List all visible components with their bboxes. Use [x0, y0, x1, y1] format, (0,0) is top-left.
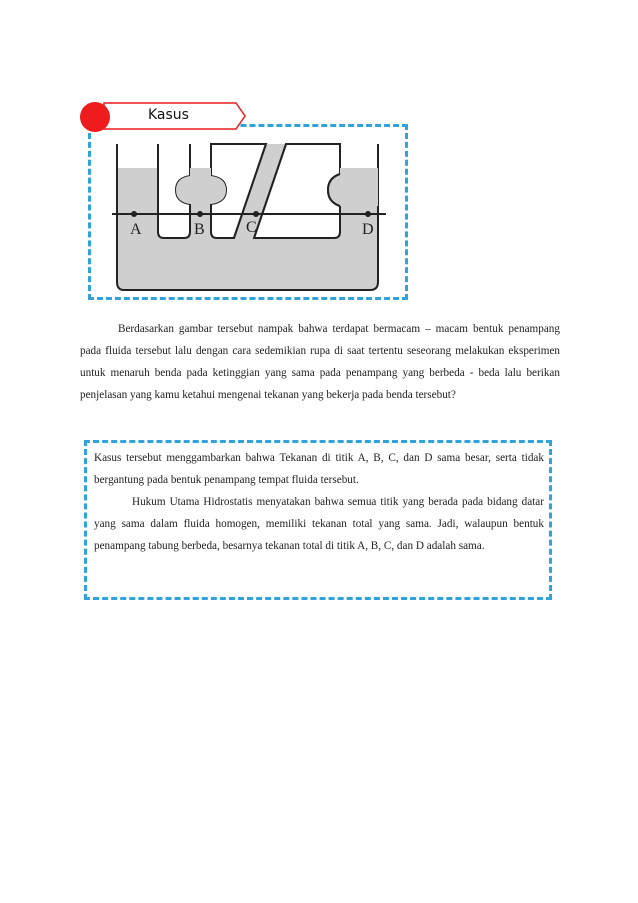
point-d-dot: [365, 211, 371, 217]
point-b-dot: [197, 211, 203, 217]
case-badge-label: Kasus: [148, 107, 189, 123]
question-paragraph: Berdasarkan gambar tersebut nampak bahwa terdapat bermacam – macam bentuk penampang pada fluida tersebut lalu dengan cara sedemikian rupa di saat tertentu seseorang melakukan eksperimen untuk menaruh benda pada ketinggian yang sama pada penampang yang berbeda - beda lalu berikan penjelasan yang kamu ketahui mengenai tekanan yang bekerja pada benda tersebut?: [80, 323, 560, 401]
case-badge-dot: [80, 102, 110, 132]
answer-paragraph-1: Kasus tersebut menggambarkan bahwa Tekanan di titik A, B, C, dan D sama besar, serta tidak bergantung pada bentuk penampang tempat fluida tersebut.: [94, 452, 544, 486]
point-a-dot: [131, 211, 137, 217]
point-b-label: B: [194, 221, 205, 238]
point-c-dot: [253, 211, 259, 217]
point-d-label: D: [362, 221, 374, 238]
hydrostatic-diagram: [96, 134, 402, 294]
answer-paragraph-2: Hukum Utama Hidrostatis menyatakan bahwa semua titik yang berada pada bidang datar yang sama dalam fluida homogen, memiliki tekanan total yang sama. Jadi, walaupun bentuk penampang tabung berbeda, besarnya tekanan total di titik A, B, C, dan D adalah sama.: [94, 496, 544, 552]
point-a-label: A: [130, 221, 142, 238]
point-c-label: C: [246, 219, 257, 236]
